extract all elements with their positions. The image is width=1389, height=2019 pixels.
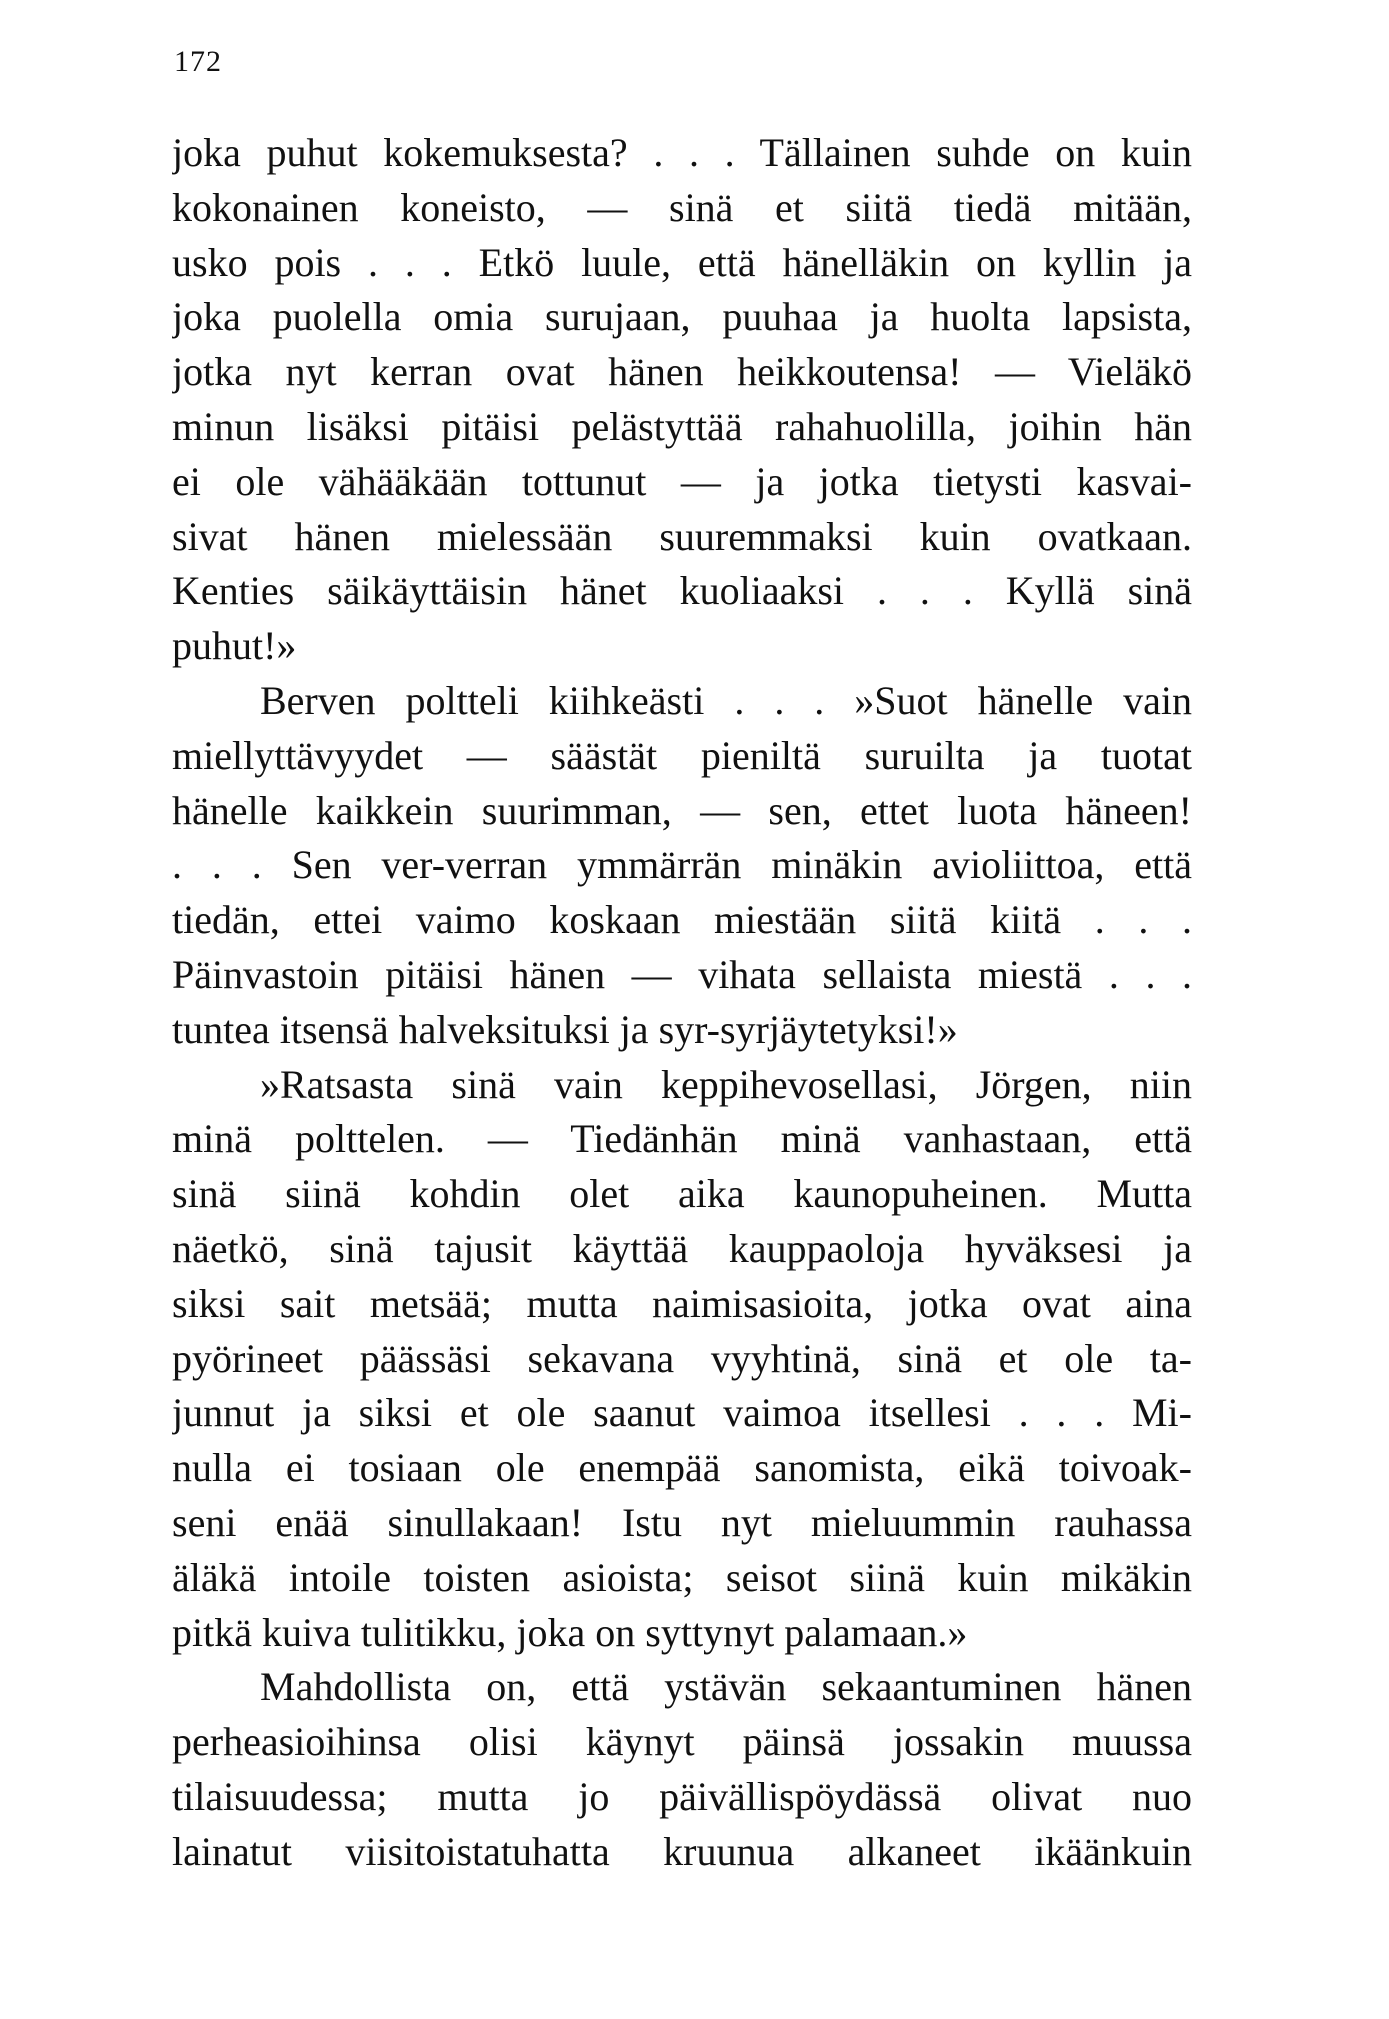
text-line: tuntea itsensä halveksituksi ja syr-syrjäytetyksi!» <box>172 1006 958 1052</box>
body-text <box>172 126 1192 1880</box>
text-line: Kenties säikäyttäisin hänet kuoliaaksi . . . Kyllä sinä <box>172 568 1192 614</box>
text-line: ei ole vähääkään tottunut — ja jotka tietysti kasvai- <box>172 458 1192 504</box>
text-line: tilaisuudessa; mutta jo päivällispöydässä olivat nuo <box>172 1773 1192 1819</box>
text-line: äläkä intoile toisten asioista; seisot siinä kuin mikäkin <box>172 1554 1192 1600</box>
text-line: pitkä kuiva tulitikku, joka on syttynyt palamaan.» <box>172 1609 968 1655</box>
text-line: siksi sait metsää; mutta naimisasioita, jotka ovat aina <box>172 1280 1192 1326</box>
text-line: jotka nyt kerran ovat hänen heikkoutensa! — Vieläkö <box>172 349 1192 395</box>
text-line: kokonainen koneisto, — sinä et siitä tiedä mitään, <box>172 184 1192 230</box>
text-line: minun lisäksi pitäisi pelästyttää rahahuolilla, joihin hän <box>172 403 1192 449</box>
text-line: minä polttelen. — Tiedänhän minä vanhastaan, että <box>172 1116 1192 1162</box>
text-line: sinä siinä kohdin olet aika kaunopuheinen. Mutta <box>172 1171 1192 1217</box>
text-line: usko pois . . . Etkö luule, että hänelläkin on kyllin ja <box>172 239 1192 285</box>
text-line: joka puolella omia surujaan, puuhaa ja huolta lapsista, <box>172 294 1192 340</box>
text-line: sivat hänen mielessään suuremmaksi kuin ovatkaan. <box>172 513 1192 559</box>
text-line: . . . Sen ver-verran ymmärrän minäkin avioliittoa, että <box>172 842 1192 888</box>
text-line: Mahdollista on, että ystävän sekaantuminen hänen <box>260 1664 1192 1710</box>
text-line: lainatut viisitoistatuhatta kruunua alkaneet ikäänkuin <box>172 1828 1192 1874</box>
text-line: joka puhut kokemuksesta? . . . Tällainen suhde on kuin <box>172 130 1192 175</box>
text-line: »Ratsasta sinä vain keppihevosellasi, Jörgen, niin <box>260 1061 1192 1107</box>
text-line: näetkö, sinä tajusit käyttää kauppaoloja hyväksesi ja <box>172 1225 1192 1271</box>
text-line: hänelle kaikkein suurimman, — sen, ettet luota häneen! <box>172 787 1192 833</box>
text-line: tiedän, ettei vaimo koskaan miestään siitä kiitä . . . <box>172 897 1192 943</box>
text-line: Berven poltteli kiihkeästi . . . »Suot hänelle vain <box>260 677 1192 723</box>
text-line: junnut ja siksi et ole saanut vaimoa itsellesi . . . Mi- <box>172 1390 1192 1436</box>
text-line: nulla ei tosiaan ole enempää sanomista, eikä toivoak- <box>172 1445 1192 1491</box>
page-number: 172 <box>174 45 222 78</box>
text-line: Päinvastoin pitäisi hänen — vihata sellaista miestä . . . <box>172 951 1192 997</box>
text-line: miellyttävyydet — säästät pieniltä suruilta ja tuotat <box>172 732 1192 778</box>
text-line: pyörineet päässäsi sekavana vyyhtinä, sinä et ole ta- <box>172 1335 1192 1381</box>
text-line: perheasioihinsa olisi käynyt päinsä jossakin muussa <box>172 1719 1192 1765</box>
text-line: seni enää sinullakaan! Istu nyt mieluummin rauhassa <box>172 1499 1192 1545</box>
text-line: puhut!» <box>172 623 297 669</box>
